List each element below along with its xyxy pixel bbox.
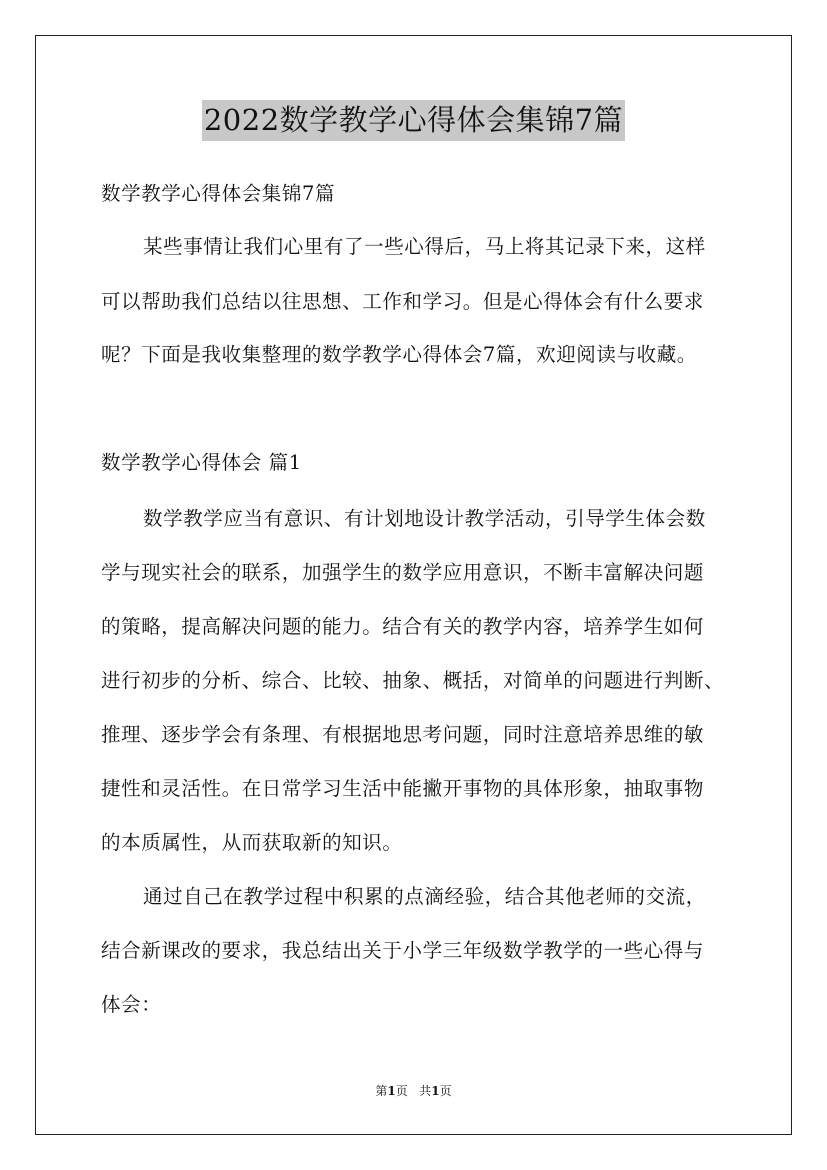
paragraph-line: 的本质属性，从而获取新的知识。 (101, 831, 403, 854)
paragraph-line: 进行初步的分析、综合、比较、抽象、概括，对简单的问题进行判断、 (101, 669, 725, 692)
paragraph-line: 推理、逐步学会有条理、有根据地思考问题，同时注意培养思维的敏 (101, 723, 705, 746)
intro-line: 呢？下面是我收集整理的数学教学心得体会7篇，欢迎阅读与收藏。 (101, 343, 697, 366)
paragraph-line: 的策略，提高解决问题的能力。结合有关的教学内容，培养学生如何 (101, 615, 705, 638)
page-prefix: 第 (375, 1084, 388, 1098)
title-container (0, 100, 827, 141)
intro-line: 可以帮助我们总结以往思想、工作和学习。但是心得体会有什么要求 (101, 290, 705, 313)
document-subtitle: 数学教学心得体会集锦7篇 (101, 182, 336, 205)
paragraph-line: 体会： (101, 993, 162, 1016)
page-number: 1 (387, 1084, 396, 1098)
paragraph-line: 学与现实社会的联系，加强学生的数学应用意识，不断丰富解决问题 (101, 561, 705, 584)
total-prefix: 共 (419, 1084, 432, 1098)
page-footer (0, 1082, 827, 1100)
page-suffix: 页 (395, 1084, 408, 1098)
intro-line: 某些事情让我们心里有了一些心得后，马上将其记录下来，这样 (143, 235, 706, 258)
total-pages: 1 (431, 1084, 440, 1098)
paragraph-line: 捷性和灵活性。在日常学习生活中能撇开事物的具体形象，抽取事物 (101, 777, 705, 800)
paragraph-line: 通过自己在教学过程中积累的点滴经验，结合其他老师的交流， (143, 885, 706, 908)
document-title: 2022数学教学心得体会集锦7篇 (202, 100, 625, 141)
paragraph-line: 结合新课改的要求，我总结出关于小学三年级数学教学的一些心得与 (101, 939, 705, 962)
section-heading: 数学教学心得体会 篇1 (101, 451, 302, 474)
total-suffix: 页 (439, 1084, 452, 1098)
paragraph-line: 数学教学应当有意识、有计划地设计教学活动，引导学生体会数 (143, 507, 706, 530)
